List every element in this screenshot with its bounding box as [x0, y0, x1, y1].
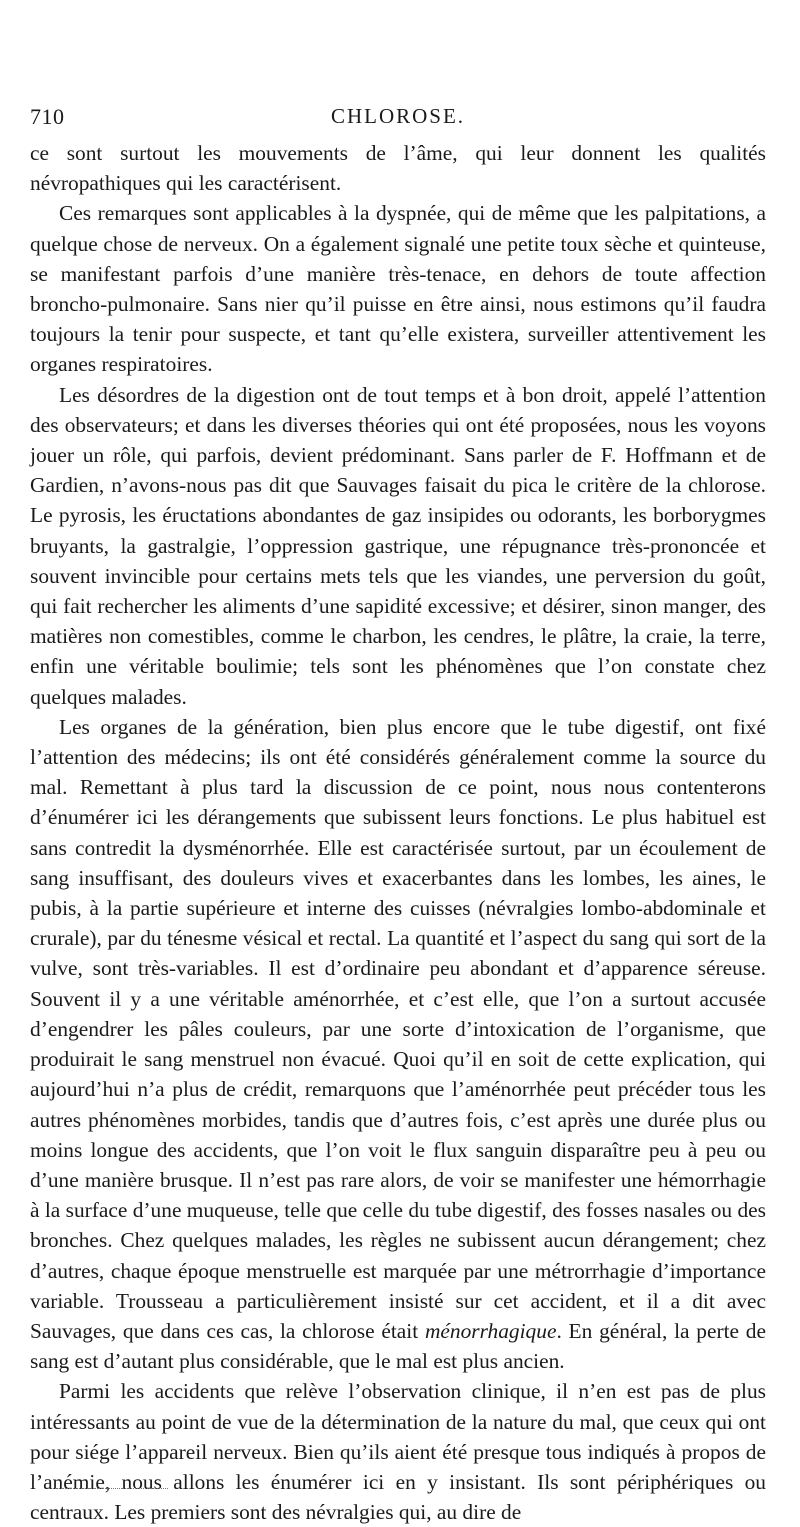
page-number: 710 [30, 104, 65, 129]
running-title: CHLOROSE. [330, 104, 466, 128]
document-page [30, 104, 766, 1527]
body-text [30, 138, 766, 1527]
generation-text-before: Les organes de la génération, bien plus encore que le tube digestif, ont fixé l’attention des médecins; ils ont été considérés généralement comme la source du mal. Remettant à plus tard la discussion de ce point, nous nous contenterons d’énumérer ici les dérangements que subissent leurs fonctions. Le plus habituel est sans contredit la dysménorrhée. Elle est caractérisée surtout, par un écoulement de sang insuffisant, des douleurs vives et exacerbantes dans les lombes, les aines, le pubis, à la partie supérieure et interne des cuisses (névralgies lombo-abdominale et crurale), par du ténesme vésical et rectal. La quantité et l’aspect du sang qui sort de la vulve, sont très-variables. Il est d’ordinaire peu abondant et d’apparence séreuse. Souvent il y a une véritable aménorrhée, et c’est elle, que l’on a surtout accusée d’engendrer les pâles couleurs, par une sorte d’intoxication de l’organisme, que produirait le sang menstruel non évacué. Quoi qu’il en soit de cette explication, qui aujourd’hui n’a plus de crédit, remarquons que l’aménorrhée peut précéder tous les autres phénomènes morbides, tandis que d’autres fois, c’est après une durée plus ou moins longue des accidents, que l’on voit le flux sanguin disparaître peu à peu ou d’une manière brusque. Il n’est pas rare alors, de voir se manifester une hémorrhagie à la surface d’une muqueuse, telle que celle du tube digestif, des fosses nasales ou des bronches. Chez quelques malades, les règles ne subissent aucun dérangement; chez d’autres, chaque époque menstruelle est marquée par une métrorrhagie d’importance variable. Trousseau a particulièrement insisté sur cet accident, et il a dit avec Sauvages, que dans ces cas, la chlorose était [30, 714, 766, 1343]
paragraph-digestion: Les désordres de la digestion ont de tout temps et à bon droit, appelé l’attention des observateurs; et dans les diverses théories qui ont été proposées, nous les voyons jouer un rôle, qui parfois, devient prédominant. Sans parler de F. Hoffmann et de Gardien, n’avons-nous pas dit que Sauvages faisait du pica le critère de la chlorose. Le pyrosis, les éructations abondantes de gaz insipides ou odorants, les borborygmes bruyants, la gastralgie, l’oppression gastrique, une répugnance très-prononcée et souvent invincible pour certains mets tels que les viandes, une perversion du goût, qui fait rechercher les aliments d’une sapidité excessive; et désirer, sinon manger, des matières non comestibles, comme le charbon, les cendres, le plâtre, la craie, la terre, enfin une véritable boulimie; tels sont les phénomènes que l’on constate chez quelques malades. [30, 382, 766, 709]
generation-text-after: . En général, la perte de sang est d’autant plus considérable, que le mal est plus ancien. [30, 1318, 766, 1374]
paragraph-dyspnee: Ces remarques sont applicables à la dyspnée, qui de même que les palpitations, a quelque chose de nerveux. On a également signalé une petite toux sèche et quinteuse, se manifestant parfois d’une manière très-tenace, en dehors de toute affection broncho-pulmonaire. Sans nier qu’il puisse en être ainsi, nous estimons qu’il faudra toujours la tenir pour suspecte, et tant qu’elle existera, surveiller attentivement les organes respiratoires. [30, 201, 766, 377]
paragraph-generation [30, 712, 766, 1376]
paragraph-continuation: ce sont surtout les mouvements de l’âme, qui leur donnent les qualités névropathiques qui les caractérisent. [30, 141, 766, 196]
footer-dotted-rule [48, 1488, 168, 1489]
menorrhagique-term: ménorrhagique [424, 1318, 557, 1343]
paragraph-nerveux: Parmi les accidents que relève l’observation clinique, il n’en est pas de plus intéressants au point de vue de la détermination de la nature du mal, que ceux qui ont pour siége l’appareil nerveux. Bien qu’ils aient été presque tous indiqués à propos de l’anémie, nous allons les énumérer ici en y insistant. Ils sont périphériques ou centraux. Les premiers sont des névralgies qui, au dire de [30, 1379, 766, 1525]
page-header [30, 104, 766, 134]
